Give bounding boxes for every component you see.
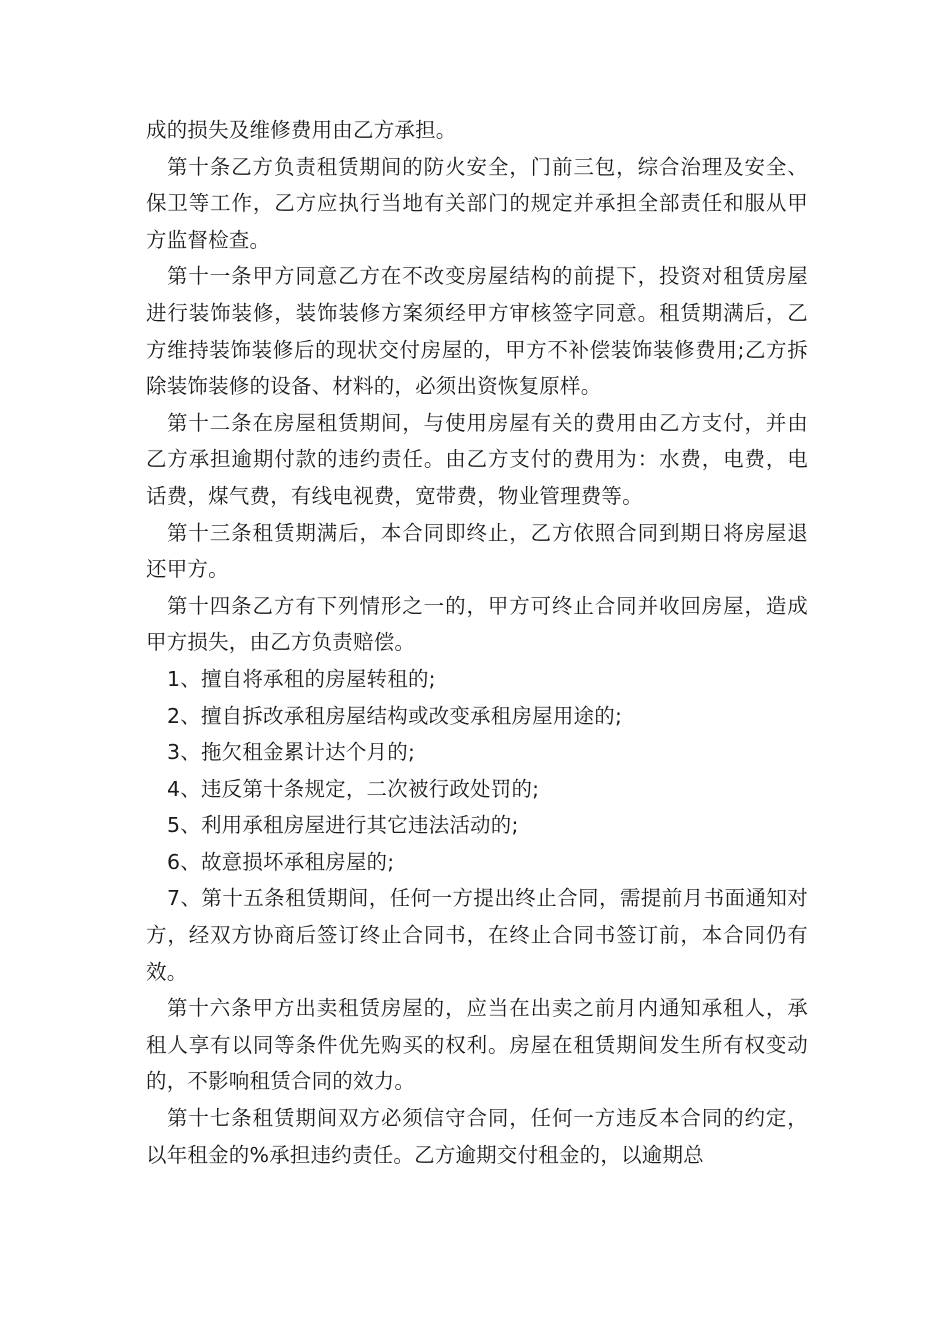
list-item-5: 5、利用承租房屋进行其它违法活动的; xyxy=(167,813,519,838)
article-10: 第十条乙方负责租赁期间的防火安全，门前三包，综合治理及安全、保卫等工作，乙方应执行当地有关部门的规定并承担全部责任和服从甲方监督检查。 xyxy=(146,154,808,252)
article-16: 第十六条甲方出卖租赁房屋的，应当在出卖之前月内通知承租人，承租人享有以同等条件优先购买的权利。房屋在租赁期间发生所有权变动的，不影响租赁合同的效力。 xyxy=(146,996,808,1094)
list-item-3: 3、拖欠租金累计达个月的; xyxy=(167,740,416,765)
article-17: 第十七条租赁期间双方必须信守合同，任何一方违反本合同的约定，以年租金的%承担违约责任。乙方逾期交付租金的，以逾期总 xyxy=(146,1106,808,1167)
article-14: 第十四条乙方有下列情形之一的，甲方可终止合同并收回房屋，造成甲方损失，由乙方负责赔偿。 xyxy=(146,593,808,655)
document-body xyxy=(146,112,808,1173)
list-item-6: 6、故意损坏承租房屋的; xyxy=(167,849,395,874)
paragraph-continuation: 成的损失及维修费用由乙方承担。 xyxy=(146,118,457,142)
list-item-1: 1、擅自将承租的房屋转租的; xyxy=(167,666,436,691)
article-11: 第十一条甲方同意乙方在不改变房屋结构的前提下，投资对租赁房屋进行装饰装修，装饰装修方案须经甲方审核签字同意。租赁期满后，乙方维持装饰装修后的现状交付房屋的，甲方不补偿装饰装修费用;乙方拆除装饰装修的设备、材料的，必须出资恢复原样。 xyxy=(146,264,808,399)
article-12: 第十二条在房屋租赁期间，与使用房屋有关的费用由乙方支付，并由乙方承担逾期付款的违约责任。由乙方支付的费用为：水费，电费，电话费，煤气费，有线电视费，宽带费，物业管理费等。 xyxy=(146,410,808,508)
list-item-2: 2、擅自拆改承租房屋结构或改变承租房屋用途的; xyxy=(167,703,623,728)
list-item-4: 4、违反第十条规定，二次被行政处罚的; xyxy=(167,776,540,801)
list-item-7-article-15: 7、第十五条租赁期间，任何一方提出终止合同，需提前月书面通知对方，经双方协商后签订终止合同书，在终止合同书签订前，本合同仍有效。 xyxy=(146,886,808,984)
article-13: 第十三条租赁期满后，本合同即终止，乙方依照合同到期日将房屋退还甲方。 xyxy=(146,520,808,582)
